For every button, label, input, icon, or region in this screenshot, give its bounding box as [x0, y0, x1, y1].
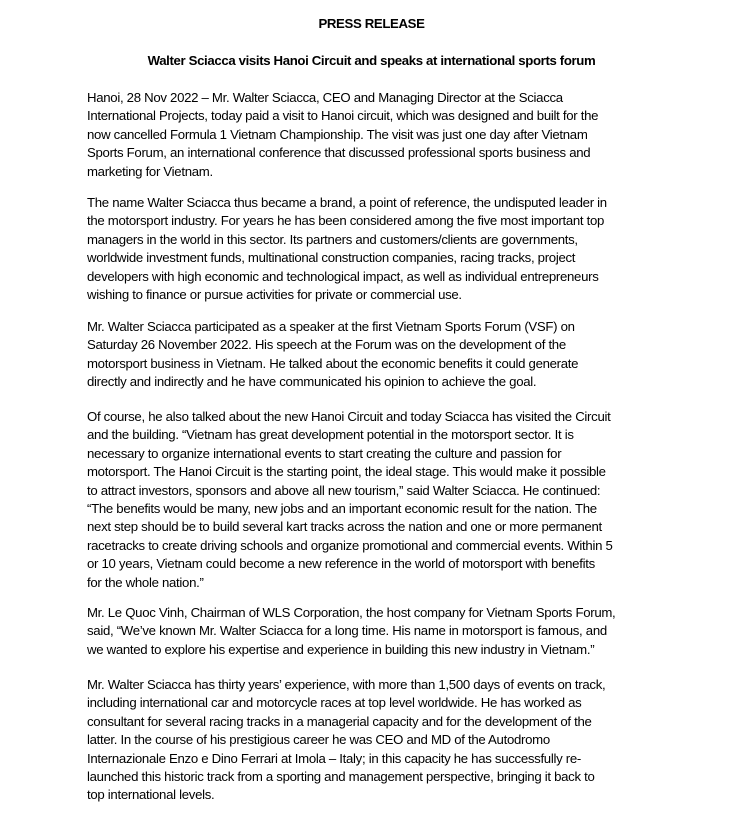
paragraph-line: Hanoi, 28 Nov 2022 – Mr. Walter Sciacca, CEO and Managing Director at the Sciacca: [87, 90, 563, 105]
paragraph-line: The name Walter Sciacca thus became a brand, a point of reference, the undisputed leader in: [87, 195, 607, 210]
press-release-title: Walter Sciacca visits Hanoi Circuit and speaks at international sports forum: [147, 53, 596, 68]
paragraph-line: Mr. Le Quoc Vinh, Chairman of WLS Corporation, the host company for Vietnam Sports Forum,: [87, 605, 616, 620]
paragraph-experience: [87, 676, 687, 805]
paragraph-line: now cancelled Formula 1 Vietnam Championship. The visit was just one day after Vietnam: [87, 126, 588, 142]
paragraph-line: necessary to organize international events to start creating the culture and passion for: [87, 445, 562, 461]
paragraph-line: wishing to finance or pursue activities for private or commercial use.: [87, 287, 462, 303]
paragraph-line: “The benefits would be many, new jobs and an important economic result for the nation. The: [87, 501, 597, 517]
paragraph-intro: [87, 89, 687, 181]
paragraph-line: directly and indirectly and he have communicated his opinion to achieve the goal.: [87, 374, 537, 390]
paragraph-line: and the building. “Vietnam has great development potential in the motorsport sector. It is: [87, 427, 574, 443]
paragraph-line: Internazionale Enzo e Dino Ferrari at Imola – Italy; in this capacity he has successfully re-: [87, 750, 581, 766]
paragraph-line: the motorsport industry. For years he has been considered among the five most important top: [87, 213, 605, 229]
paragraph-line: launched this historic track from a sporting and management perspective, bringing it back to: [87, 769, 595, 785]
paragraph-line: or 10 years, Vietnam could become a new reference in the world of motorsport with benefits: [87, 556, 595, 572]
paragraph-line: consultant for several racing tracks in a managerial capacity and for the development of the: [87, 713, 592, 729]
paragraph-line: said, “We’ve known Mr. Walter Sciacca for a long time. His name in motorsport is famous, and: [87, 623, 607, 639]
paragraph-line: we wanted to explore his expertise and experience in building this new industry in Vietnam.”: [87, 641, 595, 657]
paragraph-line: marketing for Vietnam.: [87, 163, 213, 179]
paragraph-line: Mr. Walter Sciacca has thirty years’ experience, with more than 1,500 days of events on track,: [87, 677, 606, 692]
paragraph-line: Mr. Walter Sciacca participated as a speaker at the first Vietnam Sports Forum (VSF) on: [87, 319, 575, 334]
paragraph-line: for the whole nation.”: [87, 574, 204, 590]
paragraph-line: developers with high economic and technological impact, as well as individual entrepreneurs: [87, 268, 599, 284]
paragraph-line: Sports Forum, an international conference that discussed professional sports business and: [87, 145, 591, 161]
paragraph-line: including international car and motorcycle races at top level worldwide. He has worked as: [87, 695, 582, 711]
paragraph-line: latter. In the course of his prestigious career he was CEO and MD of the Autodromo: [87, 732, 550, 748]
paragraph-line: motorsport. The Hanoi Circuit is the starting point, the ideal stage. This would make it possible: [87, 464, 606, 480]
paragraph-line: Saturday 26 November 2022. His speech at the Forum was on the development of the: [87, 337, 566, 353]
paragraph-line: worldwide investment funds, multinational construction companies, racing tracks, project: [87, 250, 576, 266]
press-release-label: PRESS RELEASE: [318, 16, 425, 31]
paragraph-line: motorsport business in Vietnam. He talked about the economic benefits it could generate: [87, 355, 579, 371]
paragraph-line: Of course, he also talked about the new Hanoi Circuit and today Sciacca has visited the Circuit: [87, 409, 611, 424]
paragraph-line: racetracks to create driving schools and organize promotional and commercial events. Within 5: [87, 537, 613, 553]
paragraph-line: International Projects, today paid a visit to Hanoi circuit, which was designed and built for the: [87, 108, 599, 124]
paragraph-circuit-quote: [87, 408, 687, 592]
paragraph-chairman-quote: [87, 604, 687, 659]
paragraph-line: top international levels.: [87, 787, 215, 803]
paragraph-brand: [87, 194, 687, 304]
paragraph-forum-speech: [87, 318, 687, 392]
paragraph-line: to attract investors, sponsors and above all new tourism,” said Walter Sciacca. He continued:: [87, 482, 601, 498]
paragraph-line: managers in the world in this sector. Its partners and customers/clients are governments,: [87, 231, 578, 247]
paragraph-line: next step should be to build several kart tracks across the nation and one or more permanent: [87, 519, 602, 535]
